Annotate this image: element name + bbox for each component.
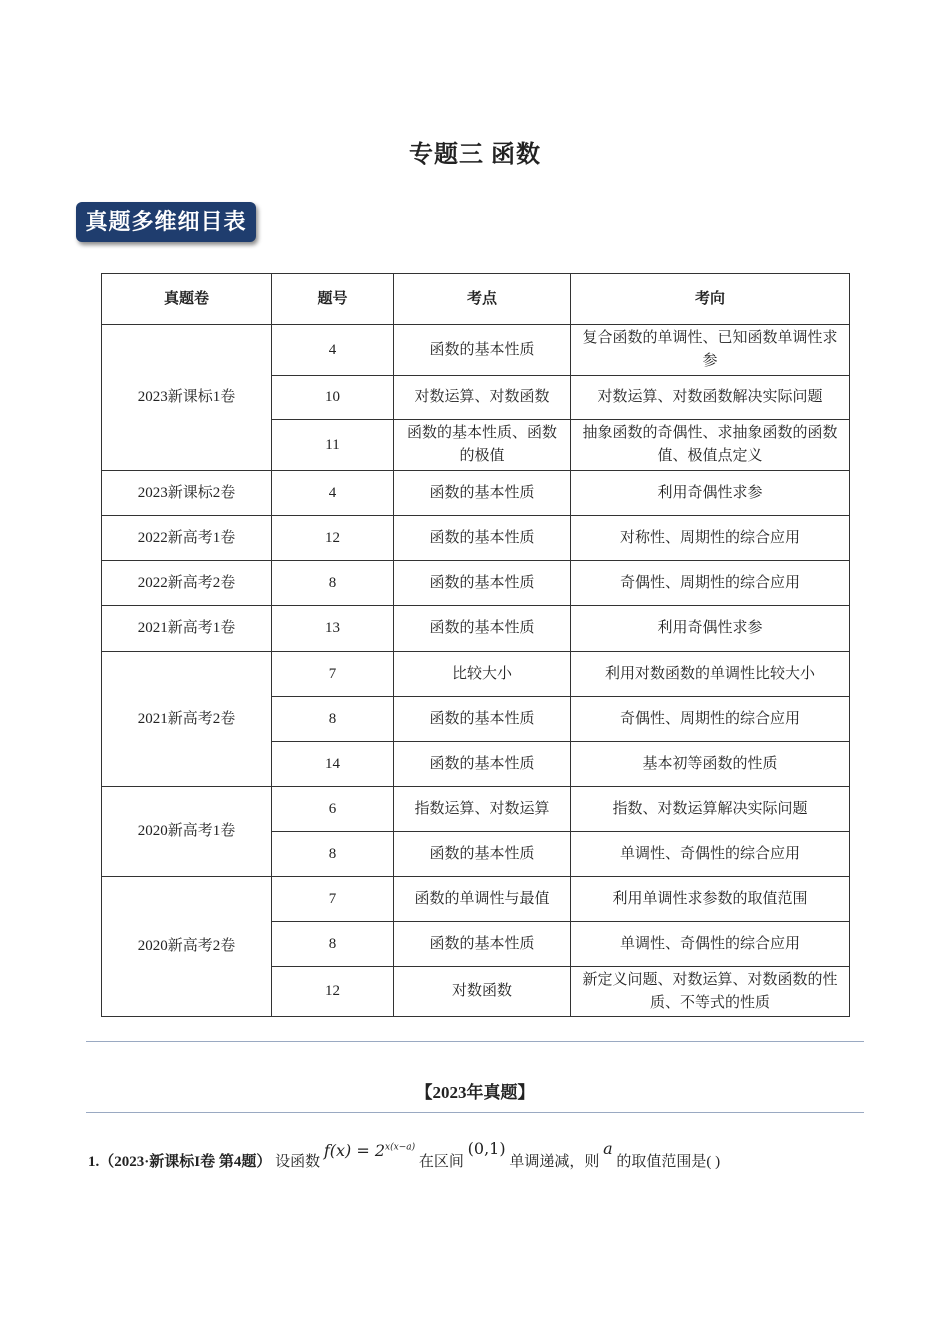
header-paper: 真题卷	[102, 274, 272, 325]
table-row	[102, 606, 850, 652]
cell-number: 11	[272, 420, 394, 471]
cell-direction: 奇偶性、周期性的综合应用	[571, 561, 850, 606]
table-row	[102, 471, 850, 516]
cell-direction: 利用奇偶性求参	[571, 471, 850, 516]
cell-direction: 复合函数的单调性、已知函数单调性求参	[571, 325, 850, 376]
cell-number: 14	[272, 742, 394, 787]
cell-paper: 2023新课标2卷	[102, 471, 272, 516]
cell-direction: 基本初等函数的性质	[571, 742, 850, 787]
cell-paper: 2022新高考2卷	[102, 561, 272, 606]
function-exponent: x(x−a)	[385, 1142, 416, 1153]
cell-number: 7	[272, 652, 394, 697]
question-text-3: 单调递减，则	[509, 1154, 600, 1170]
cell-direction: 指数、对数运算解决实际问题	[571, 787, 850, 832]
cell-number: 6	[272, 787, 394, 832]
cell-direction: 抽象函数的奇偶性、求抽象函数的函数值、极值点定义	[571, 420, 850, 471]
table-row	[102, 652, 850, 697]
cell-number: 7	[272, 877, 394, 922]
cell-paper: 2020新高考1卷	[102, 787, 272, 877]
question-text-4: 的取值范围是( )	[616, 1154, 721, 1170]
question-number: 1.	[88, 1154, 100, 1170]
cell-point: 函数的基本性质	[394, 832, 571, 877]
table-body	[102, 325, 850, 1017]
question-text-2: 在区间	[418, 1154, 464, 1170]
cell-direction: 单调性、奇偶性的综合应用	[571, 922, 850, 967]
cell-direction: 利用单调性求参数的取值范围	[571, 877, 850, 922]
exam-table	[101, 273, 850, 1017]
header-number: 题号	[272, 274, 394, 325]
cell-paper: 2023新课标1卷	[102, 325, 272, 471]
cell-point: 函数的基本性质	[394, 471, 571, 516]
header-point: 考点	[394, 274, 571, 325]
cell-point: 对数运算、对数函数	[394, 376, 571, 420]
table-row	[102, 787, 850, 832]
cell-paper: 2021新高考2卷	[102, 652, 272, 787]
cell-paper: 2020新高考2卷	[102, 877, 272, 1017]
cell-direction: 奇偶性、周期性的综合应用	[571, 697, 850, 742]
cell-point: 函数的单调性与最值	[394, 877, 571, 922]
cell-number: 8	[272, 922, 394, 967]
divider-bottom	[86, 1112, 864, 1113]
question-source: （2023·新课标I卷 第4题）	[99, 1154, 272, 1170]
cell-direction: 对称性、周期性的综合应用	[571, 516, 850, 561]
cell-direction: 对数运算、对数函数解决实际问题	[571, 376, 850, 420]
cell-point: 函数的基本性质	[394, 516, 571, 561]
header-direction: 考向	[571, 274, 850, 325]
cell-point: 函数的基本性质	[394, 697, 571, 742]
cell-point: 函数的基本性质、函数的极值	[394, 420, 571, 471]
cell-point: 函数的基本性质	[394, 922, 571, 967]
cell-point: 比较大小	[394, 652, 571, 697]
cell-point: 对数函数	[394, 967, 571, 1017]
cell-paper: 2022新高考1卷	[102, 516, 272, 561]
table-row	[102, 877, 850, 922]
cell-direction: 利用奇偶性求参	[571, 606, 850, 652]
variable-a: a	[603, 1139, 613, 1158]
divider-top	[86, 1041, 864, 1042]
cell-direction: 利用对数函数的单调性比较大小	[571, 652, 850, 697]
cell-point: 函数的基本性质	[394, 325, 571, 376]
question-text-1: 设函数	[275, 1154, 321, 1170]
table-header-row	[102, 274, 850, 325]
cell-number: 12	[272, 516, 394, 561]
cell-number: 4	[272, 471, 394, 516]
cell-paper: 2021新高考1卷	[102, 606, 272, 652]
question-1	[88, 1139, 721, 1171]
section-badge: 真题多维细目表	[76, 202, 256, 242]
cell-point: 函数的基本性质	[394, 606, 571, 652]
cell-point: 函数的基本性质	[394, 742, 571, 787]
function-lhs: f(x) = 2	[323, 1141, 386, 1160]
cell-direction: 单调性、奇偶性的综合应用	[571, 832, 850, 877]
interval: (0,1)	[467, 1139, 506, 1158]
cell-number: 8	[272, 561, 394, 606]
table-row	[102, 325, 850, 376]
cell-number: 8	[272, 832, 394, 877]
table-row	[102, 561, 850, 606]
cell-point: 指数运算、对数运算	[394, 787, 571, 832]
cell-number: 12	[272, 967, 394, 1017]
cell-number: 8	[272, 697, 394, 742]
table-row	[102, 516, 850, 561]
section-title: 【2023年真题】	[415, 1083, 535, 1102]
page-title: 专题三 函数	[409, 142, 541, 168]
function-expression	[324, 1141, 415, 1160]
cell-number: 4	[272, 325, 394, 376]
cell-direction: 新定义问题、对数运算、对数函数的性质、不等式的性质	[571, 967, 850, 1017]
cell-number: 10	[272, 376, 394, 420]
cell-number: 13	[272, 606, 394, 652]
cell-point: 函数的基本性质	[394, 561, 571, 606]
